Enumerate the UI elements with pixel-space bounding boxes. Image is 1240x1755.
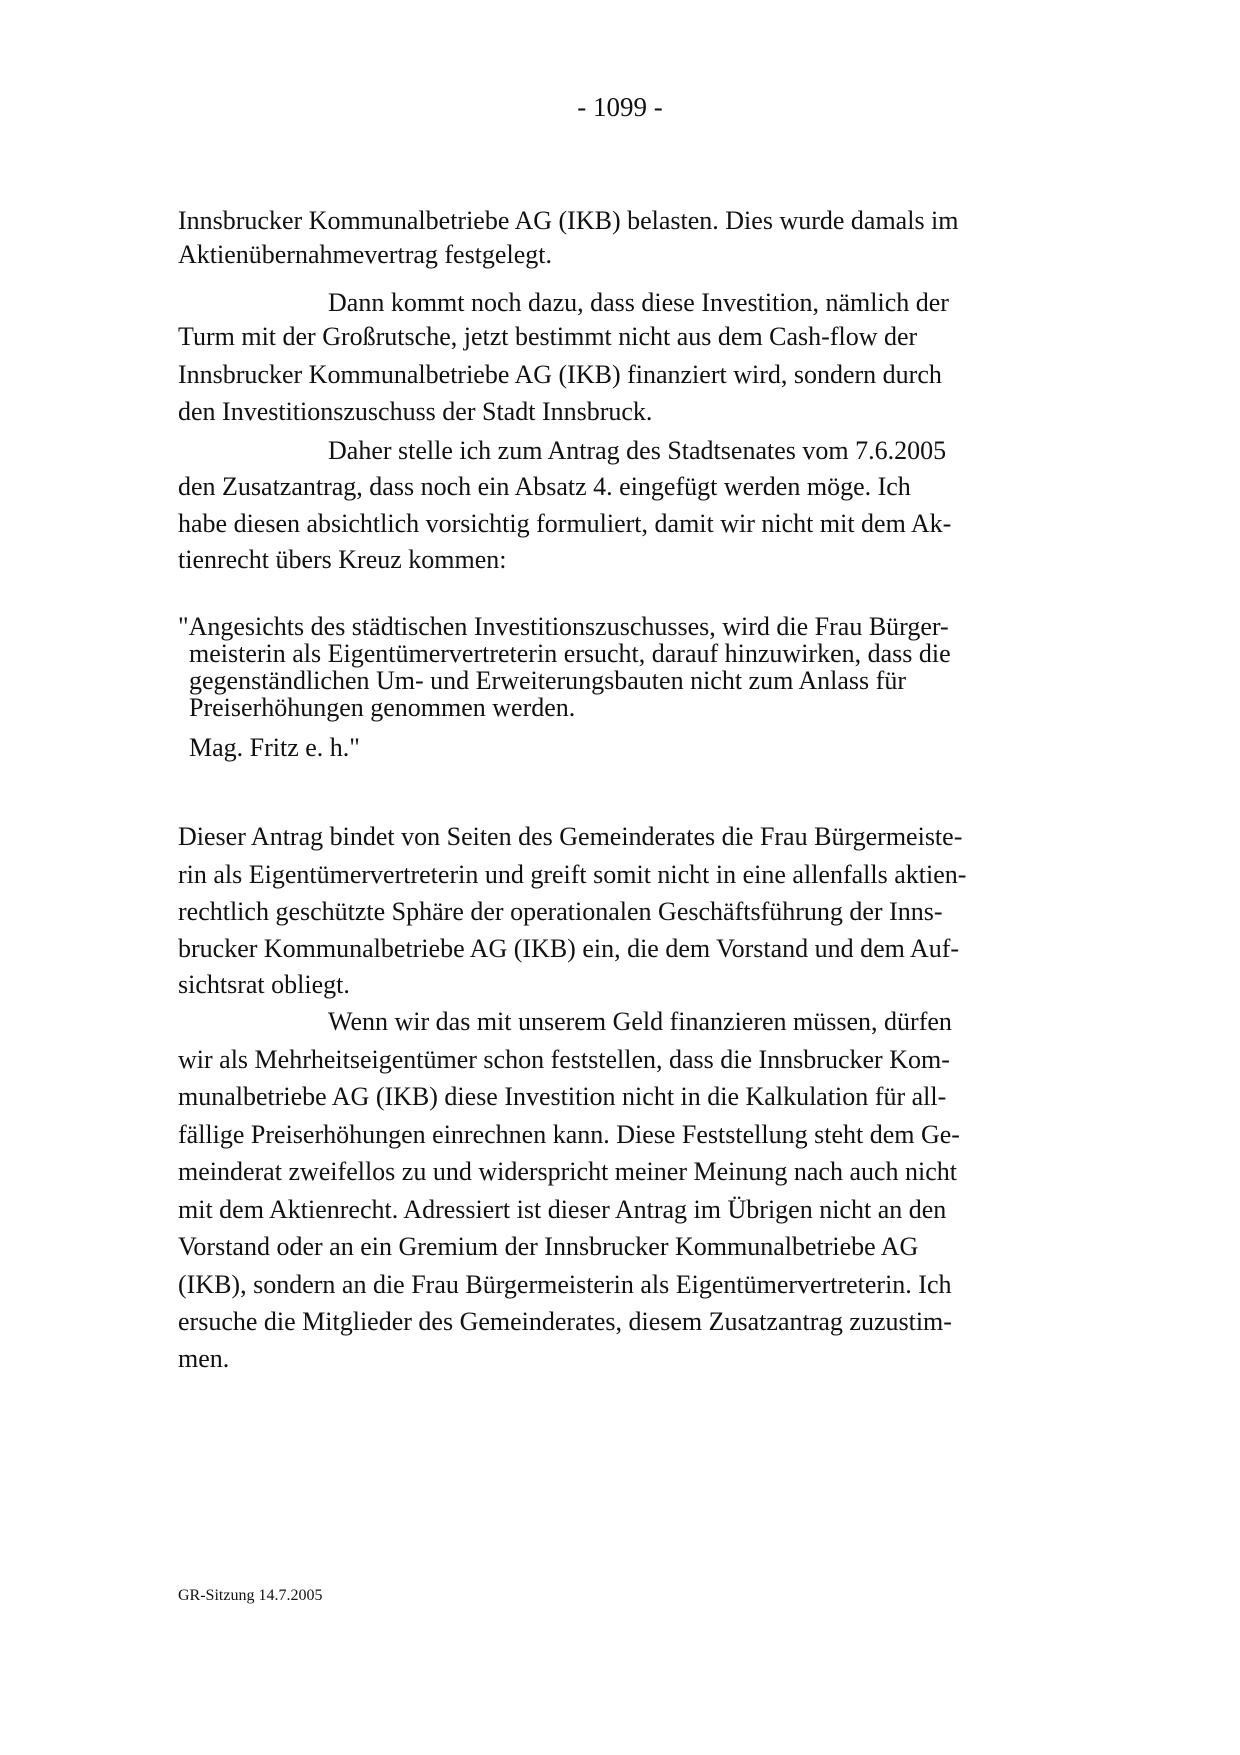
text-line: den Investitionszuschuss der Stadt Innsbruck. — [178, 397, 653, 426]
text-line: (IKB), sondern an die Frau Bürgermeisterin als Eigentümervertreterin. Ich — [178, 1270, 952, 1299]
quote-line: gegenständlichen Um- und Erweiterungsbauten nicht zum Anlass für — [189, 666, 906, 695]
text-line: Dann kommt noch dazu, dass diese Investition, nämlich der — [328, 288, 949, 317]
text-line: munalbetriebe AG (IKB) diese Investition nicht in die Kalkulation für all- — [178, 1082, 947, 1111]
text-line: Innsbrucker Kommunalbetriebe AG (IKB) finanziert wird, sondern durch — [178, 360, 942, 389]
quote-line: meisterin als Eigentümervertreterin ersucht, darauf hinzuwirken, dass die — [189, 639, 951, 668]
text-line: sichtsrat obliegt. — [178, 970, 350, 999]
text-line: meinderat zweifellos zu und widerspricht meiner Meinung nach auch nicht — [178, 1157, 958, 1186]
text-line: Aktienübernahmevertrag festgelegt. — [178, 240, 552, 269]
text-line: Turm mit der Großrutsche, jetzt bestimmt nicht aus dem Cash-flow der — [178, 322, 918, 351]
text-line: men. — [178, 1344, 230, 1373]
quote-line: Preiserhöhungen genommen werden. — [189, 693, 576, 722]
text-line: ersuche die Mitglieder des Gemeinderates, diesem Zusatzantrag zuzustim- — [178, 1307, 952, 1336]
text-line: Vorstand oder an ein Gremium der Innsbrucker Kommunalbetriebe AG — [178, 1232, 919, 1261]
quote-line: "Angesichts des städtischen Investitionszuschusses, wird die Frau Bürger- — [178, 612, 949, 641]
page-footer: GR-Sitzung 14.7.2005 — [178, 1587, 323, 1604]
text-line: Wenn wir das mit unserem Geld finanzieren müssen, dürfen — [328, 1007, 952, 1036]
text-line: tienrecht übers Kreuz kommen: — [178, 545, 507, 574]
quote-signature: Mag. Fritz e. h." — [189, 733, 360, 762]
text-line: Innsbrucker Kommunalbetriebe AG (IKB) belasten. Dies wurde damals im — [178, 206, 959, 235]
text-line: brucker Kommunalbetriebe AG (IKB) ein, die dem Vorstand und dem Auf- — [178, 934, 960, 963]
text-line: wir als Mehrheitseigentümer schon feststellen, dass die Innsbrucker Kom- — [178, 1045, 950, 1074]
text-line: rin als Eigentümervertreterin und greift somit nicht in eine allenfalls aktien- — [178, 860, 967, 889]
text-line: fällige Preiserhöhungen einrechnen kann. Diese Feststellung steht dem Ge- — [178, 1120, 960, 1149]
text-line: Dieser Antrag bindet von Seiten des Gemeinderates die Frau Bürgermeiste- — [178, 822, 963, 851]
text-line: mit dem Aktienrecht. Adressiert ist dieser Antrag im Übrigen nicht an den — [178, 1195, 947, 1224]
text-line: Daher stelle ich zum Antrag des Stadtsenates vom 7.6.2005 — [328, 436, 947, 465]
page-number: - 1099 - — [577, 92, 663, 122]
text-line: habe diesen absichtlich vorsichtig formuliert, damit wir nicht mit dem Ak- — [178, 509, 952, 538]
text-line: rechtlich geschützte Sphäre der operationalen Geschäftsführung der Inns- — [178, 897, 943, 926]
text-line: den Zusatzantrag, dass noch ein Absatz 4. eingefügt werden möge. Ich — [178, 472, 911, 501]
